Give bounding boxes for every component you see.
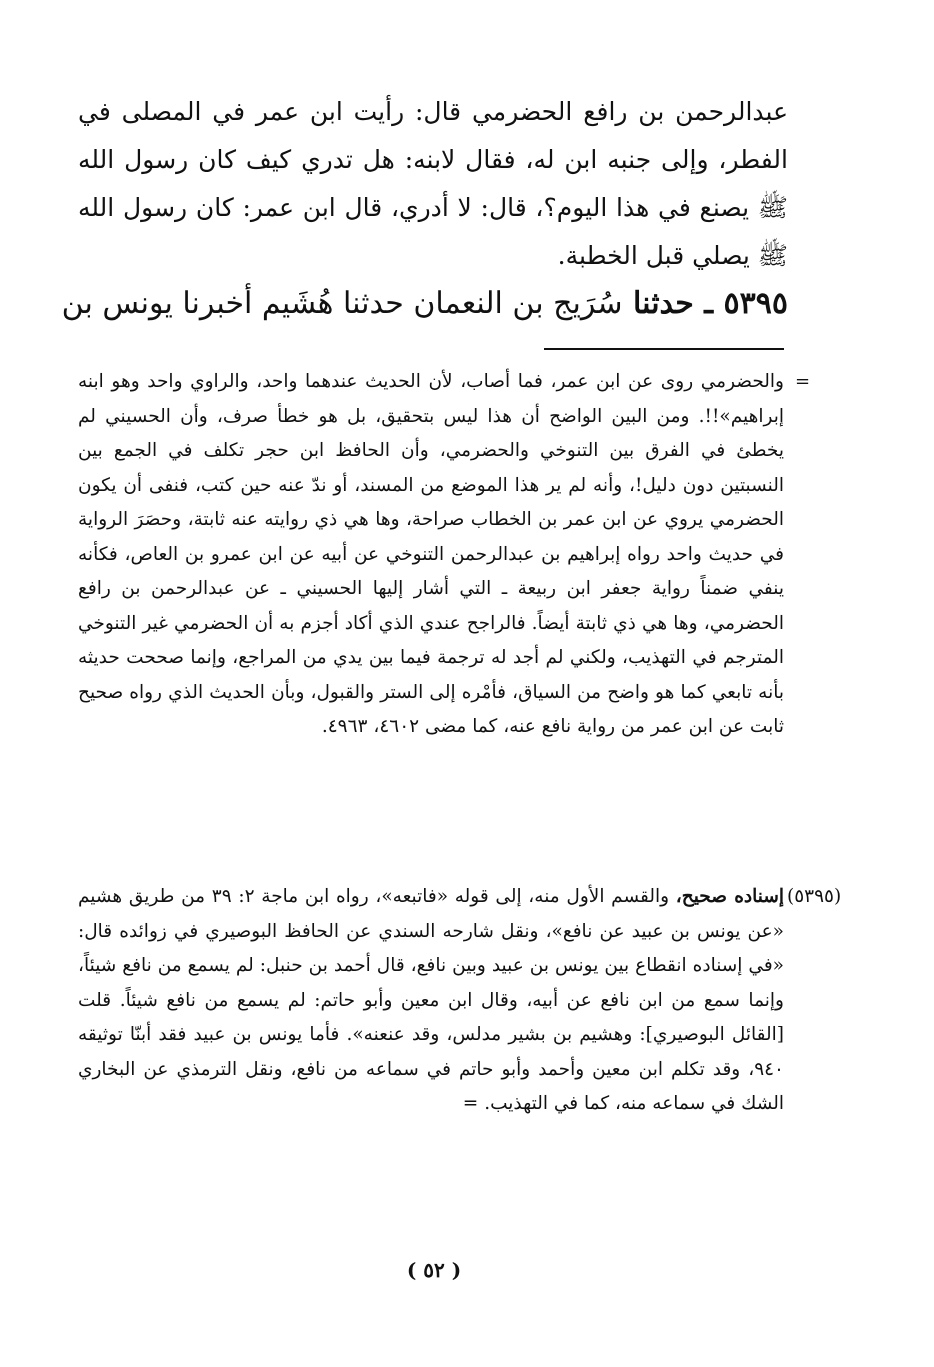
footnote-5395 [78, 880, 784, 1122]
footnote-continuation-mark: = [795, 371, 811, 392]
footnote-continuation-text: والحضرمي روى عن ابن عمر، فما أصاب، لأن الحديث عندهما واحد، والراوي واحد وهو ابنه إبراهيم»!!. ومن البين الواضح أن هذا ليس بتحقيق، بل هو خطأ صرف، وأن الحسيني لم يخطئ في الفرق بين التنوخي والحضرمي، وأن الحافظ ابن حجر تكلف في الجمع بين النسبتين دون دليل!، وأنه لم ير هذا الموضع من المسند، أو ندّ عنه حين كتب، فنفى أن يكون الحضرمي يروي عن ابن عمر بن الخطاب صراحة، وها هي ذي روايته عنه ثابتة، وحصَرَ الرواية في حديث واحد رواه إبراهيم بن عبدالرحمن التنوخي عن أبيه عن ابن عمرو بن العاص، فكأنه ينفي ضمناً رواية جعفر ابن ربيعة ـ التي أشار إليها الحسيني ـ عن عبدالرحمن بن رافع الحضرمي، وها هي ذي ثابتة أيضاً. فالراجح عندي الذي أكاد أجزم به أن الحضرمي غير التنوخي المترجم في التهذيب، ولكني لم أجد له ترجمة فيما بين يدي من المراجع، وإنما صححت حديثه بأنه تابعي كما هو واضح من السياق، فأمْره إلى الستر والقبول، وبأن الحديث الذي رواه صحيح ثابت عن ابن عمر من رواية نافع عنه، كما مضى ٤٦٠٢، ٤٩٦٣. [78, 371, 784, 737]
main-paragraph: عبدالرحمن بن رافع الحضرمي قال: رأيت ابن عمر في المصلى في الفطر، وإلى جنبه ابن له، فقال لابنه: هل تدري كيف كان رسول الله ﷺ يصنع في هذا اليوم؟، قال: لا أدري، قال ابن عمر: كان رسول الله ﷺ يصلي قبل الخطبة. [78, 97, 788, 270]
main-text [78, 88, 788, 280]
footnote-end-mark: = [462, 1093, 479, 1114]
hadith-text: سُرَيج بن النعمان حدثنا هُشَيم أخبرنا يونس بن [61, 286, 623, 321]
hadith-number: ٥٣٩٥ [723, 286, 788, 321]
footnote-lead: إسناده صحيح، [675, 886, 784, 907]
footnote-continuation [78, 365, 784, 745]
hadith-heading [61, 278, 788, 330]
hadith-opening: حدثنا [633, 286, 694, 321]
footnote-separator [544, 348, 784, 350]
hadith-dash: ـ [704, 286, 714, 321]
footnote-text: والقسم الأول منه، إلى قوله «فاتبعه»، رواه ابن ماجة ٢: ٣٩ من طريق هشيم «عن يونس بن عبيد عن نافع»، ونقل شارحه السندي عن الحافظ البوصيري في زوائده قال: «في إسناده انقطاع بين يونس بن عبيد وبين نافع، قال أحمد بن حنبل: لم يسمع من نافع شيئاً، وإنما سمع من ابن نافع عن أبيه، وقال ابن معين وأبو حاتم: لم يسمع من نافع شيئاً. قلت [القائل البوصيري]: وهشيم بن بشير مدلس، وقد عنعنه». فأما يونس بن عبيد فقد أبنّا توثيقه ٩٤٠، وقد تكلم ابن معين وأحمد وأبو حاتم في سماعه من نافع، ونقل الترمذي عن البخاري الشك في سماعه منه، كما في التهذيب. [78, 886, 784, 1114]
page-number: ( ٥٢ ) [406, 1258, 462, 1282]
footnote-number: (٥٣٩٥) [787, 886, 842, 907]
